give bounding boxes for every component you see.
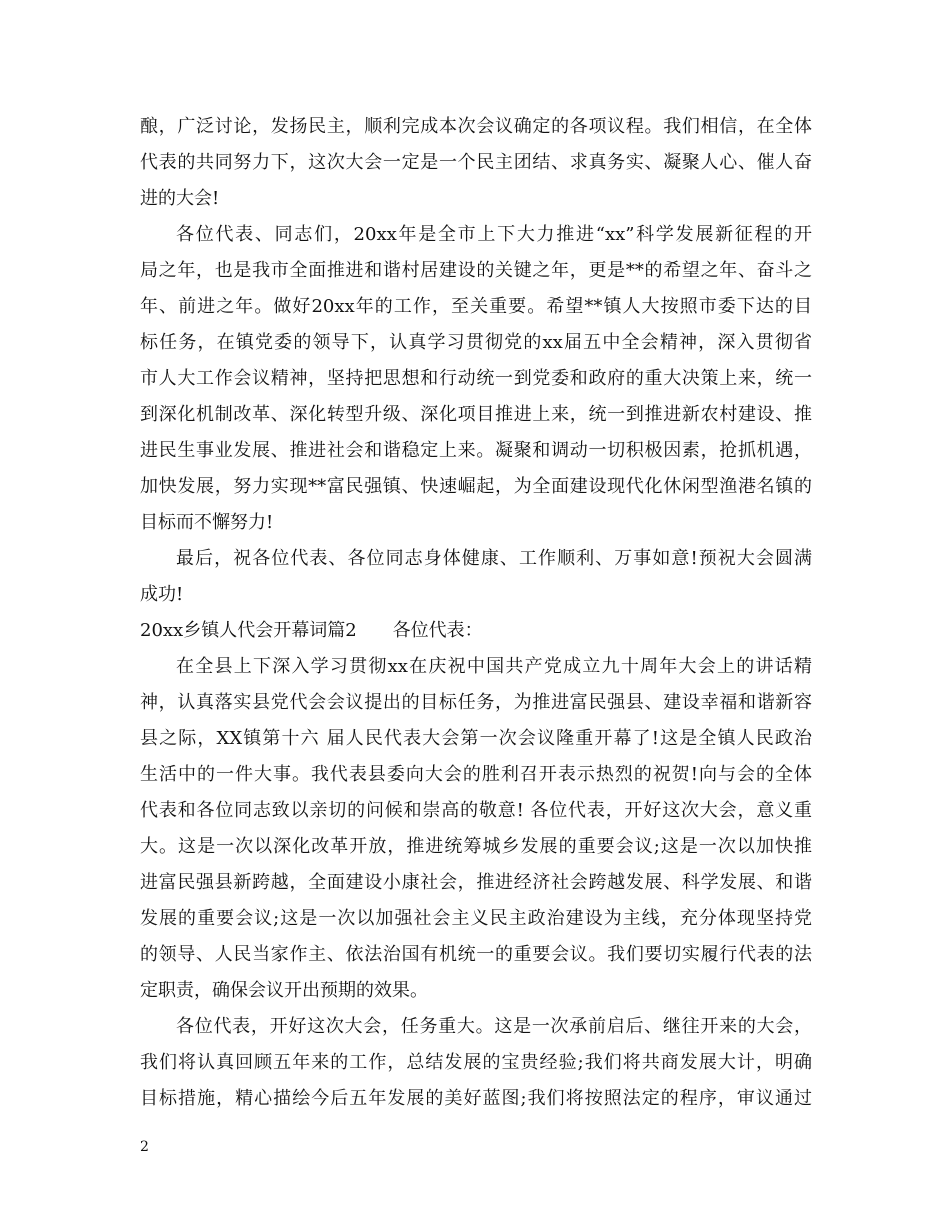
text-line: 市人大工作会议精神，坚持把思想和行动统一到党委和政府的重大决策上来，统一 xyxy=(140,368,812,389)
paragraph-first-line: 最后，祝各位代表、各位同志身体健康、工作顺利、万事如意!预祝大会圆满 xyxy=(176,548,812,569)
text-line: 目标措施，精心描绘今后五年发展的美好蓝图;我们将按照法定的程序，审议通过 xyxy=(140,1088,812,1109)
text-line: 发展的重要会议;这是一次以加强社会主义民主政治建设为主线，充分体现坚持党 xyxy=(140,908,812,929)
text-line: 的领导、人民当家作主、依法治国有机统一的重要会议。我们要切实履行代表的法 xyxy=(140,944,812,965)
text-line: 大。这是一次以深化改革开放，推进统筹城乡发展的重要会议;这是一次以加快推 xyxy=(140,836,812,857)
text-line: 目标而不懈努力! xyxy=(140,512,274,533)
text-line: 神，认真落实县党代会会议提出的目标任务，为推进富民强县、建设幸福和谐新容 xyxy=(140,692,812,713)
text-line: 进富民强县新跨越，全面建设小康社会，推进经济社会跨越发展、科学发展、和谐 xyxy=(140,872,812,893)
text-line: 定职责，确保会议开出预期的效果。 xyxy=(140,980,428,1001)
text-line: 代表的共同努力下，这次大会一定是一个民主团结、求真务实、凝聚人心、催人奋 xyxy=(140,152,812,173)
paragraph-first-line: 各位代表、同志们，20xx年是全市上下大力推进“xx”科学发展新征程的开 xyxy=(176,224,812,245)
text-line: 标任务，在镇党委的领导下，认真学习贯彻党的xx届五中全会精神，深入贯彻省 xyxy=(140,332,812,353)
paragraph-first-line: 在全县上下深入学习贯彻xx在庆祝中国共产党成立九十周年大会上的讲话精 xyxy=(176,656,812,677)
paragraph-first-line: 各位代表，开好这次大会，任务重大。这是一次承前启后、继往开来的大会， xyxy=(176,1016,812,1037)
text-line: 生活中的一件大事。我代表县委向大会的胜利召开表示热烈的祝贺!向与会的全体 xyxy=(140,764,812,785)
section-heading: 20xx乡镇人代会开幕词篇2 各位代表： xyxy=(140,620,483,641)
text-line: 年、前进之年。做好20xx年的工作，至关重要。希望**镇人大按照市委下达的目 xyxy=(140,296,812,317)
text-line: 成功! xyxy=(140,584,184,605)
text-line: 进民生事业发展、推进社会和谐稳定上来。凝聚和调动一切积极因素，抢抓机遇， xyxy=(140,440,812,461)
text-line: 代表和各位同志致以亲切的问候和崇高的敬意! 各位代表，开好这次大会，意义重 xyxy=(140,800,812,821)
page-number: 2 xyxy=(140,1139,149,1155)
text-line: 县之际，XX镇第十六 届人民代表大会第一次会议隆重开幕了!这是全镇人民政治 xyxy=(140,728,812,749)
text-line: 到深化机制改革、深化转型升级、深化项目推进上来，统一到推进新农村建设、推 xyxy=(140,404,812,425)
text-line: 进的大会! xyxy=(140,188,220,209)
text-line: 我们将认真回顾五年来的工作，总结发展的宝贵经验;我们将共商发展大计，明确 xyxy=(140,1052,812,1073)
text-line: 局之年，也是我市全面推进和谐村居建设的关键之年，更是**的希望之年、奋斗之 xyxy=(140,260,812,281)
text-line: 加快发展，努力实现**富民强镇、快速崛起，为全面建设现代化休闲型渔港名镇的 xyxy=(140,476,812,497)
text-line: 酿，广泛讨论，发扬民主，顺利完成本次会议确定的各项议程。我们相信，在全体 xyxy=(140,116,812,137)
